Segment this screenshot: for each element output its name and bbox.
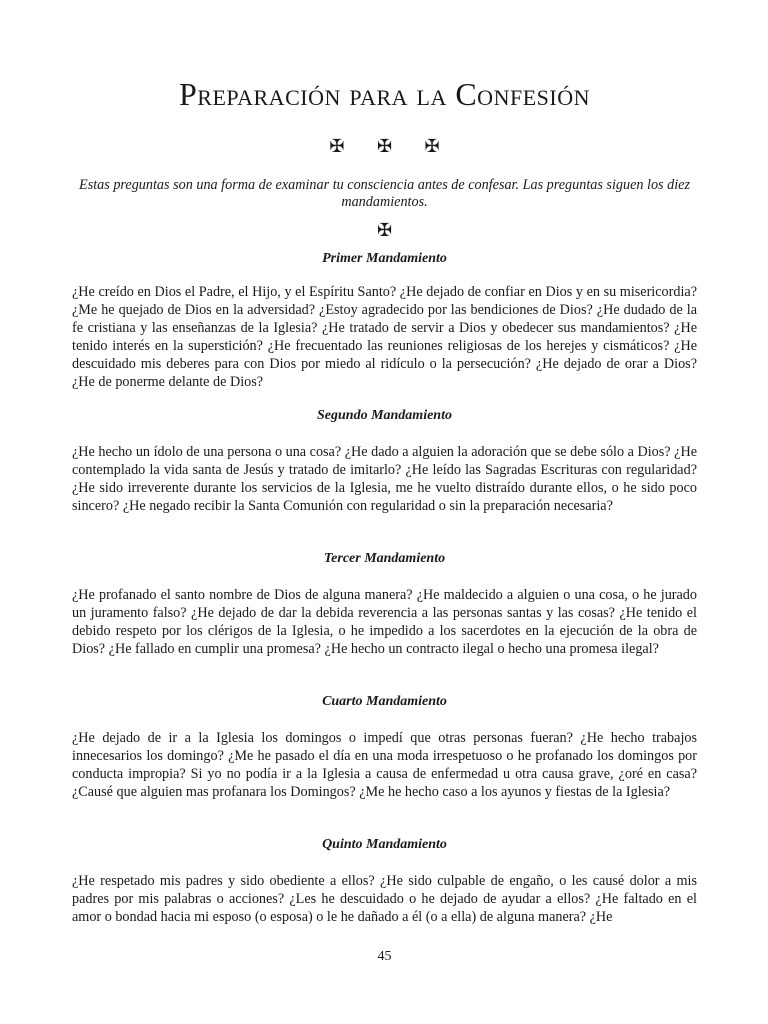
cross-ornament-row: ✠ ✠ ✠ <box>329 136 454 156</box>
section-text-quinto: ¿He respetado mis padres y sido obediente a ellos? ¿He sido culpable de engaño, o les causé dolor a mis padres por mis palabras o acciones? ¿Les he descuidado o he dejado de ayudar a ellos? ¿He faltado en el amor o bondad hacia mi esposo (o esposa) o le he dañado a él (o a ella) de alguna manera? ¿He <box>72 873 697 925</box>
page-title: Preparación para la Confesión <box>179 76 590 112</box>
section-heading-tercer: Tercer Mandamiento <box>323 551 446 566</box>
section-text-primer: ¿He creído en Dios el Padre, el Hijo, y el Espíritu Santo? ¿He dejado de confiar en Dios y en su misericordia? ¿Me he quejado de Dios en la adversidad? ¿Estoy agradecido por las bendiciones de Dios? ¿He dudado de la fe cristiana y las enseñanzas de la Iglesia? ¿He tratado de servir a Dios y obedecer sus mandamientos? ¿He tenido interés en la superstición? ¿He frecuentado las reuniones religiosas de los herejes y cismáticos? ¿He descuidado mis deberes para con Dios por miedo al ridículo o la persecución? ¿He dejado de orar a Dios? ¿He de ponerme delante de Dios? <box>72 284 697 390</box>
section-text-cuarto: ¿He dejado de ir a la Iglesia los domingos o impedí que otras personas fueran? ¿He hecho trabajos innecesarios los domingo? ¿Me he pasado el día en una moda irrespetuoso o he profanado los domingos por conducta impropia? Si yo no podía ir a la Iglesia a causa de enfermedad u otra causa grave, ¿oré en casa? ¿Causé que alguien mas profanara los Domingos? ¿Me he hecho caso a los ayunos y fiestas de la Iglesia? <box>72 730 697 800</box>
section-text-segundo: ¿He hecho un ídolo de una persona o una cosa? ¿He dado a alguien la adoración que se debe sólo a Dios? ¿He contemplado la vida santa de Jesús y tratado de imitarlo? ¿He leído las Sagradas Escrituras con regularidad? ¿He sido irreverente durante los servicios de la Iglesia, me he vuelto distraído durante ellos, o he sido poco sincero? ¿He negado recibir la Santa Comunión con regularidad o sin la preparación necesaria? <box>72 444 697 514</box>
cross-ornament: ✠ <box>376 220 393 240</box>
section-heading-primer: Primer Mandamiento <box>322 251 447 266</box>
document-page <box>72 0 697 1024</box>
page-number: 45 <box>377 949 392 964</box>
section-heading-quinto: Quinto Mandamiento <box>322 837 447 852</box>
section-heading-segundo: Segundo Mandamiento <box>317 408 452 423</box>
intro-text: Estas preguntas son una forma de examinar tu consciencia antes de confesar. Las preguntas siguen los diez mandamientos. <box>79 177 690 210</box>
section-heading-cuarto: Cuarto Mandamiento <box>322 694 447 709</box>
section-text-tercer: ¿He profanado el santo nombre de Dios de alguna manera? ¿He maldecido a alguien o una cosa, o he jurado un juramento falso? ¿He dejado de dar la debida reverencia a las personas santas y las cosas? ¿He tenido el debido respeto por los clérigos de la Iglesia, o he impedido a los sacerdotes en la ejecución de la obra de Dios? ¿He fallado en cumplir una promesa? ¿He hecho un contracto ilegal o hecho una promesa ilegal? <box>72 587 697 657</box>
